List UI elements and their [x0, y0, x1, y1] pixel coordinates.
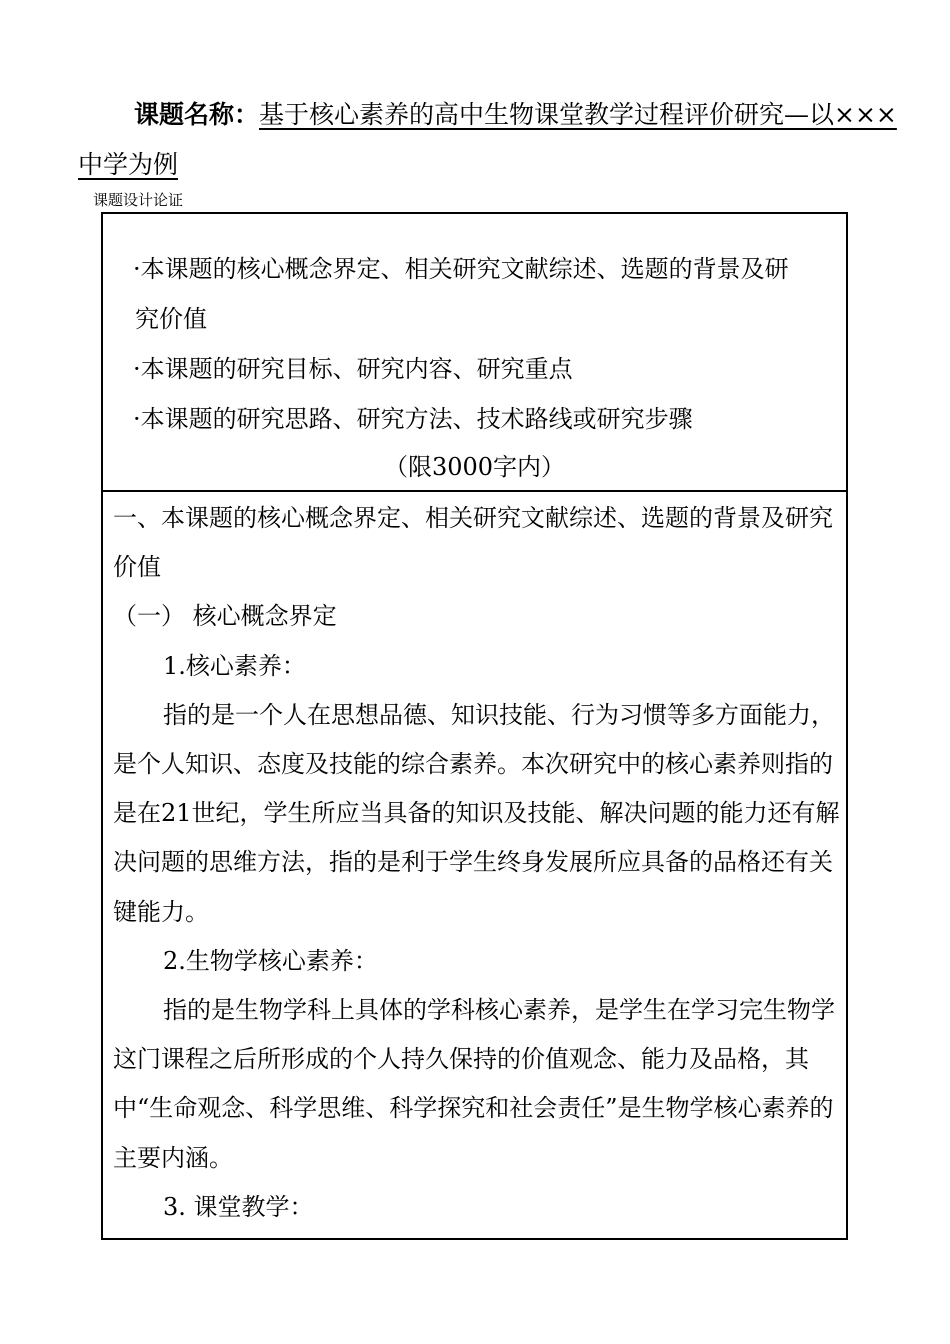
content-cell — [113, 494, 841, 1232]
item-1-title: 1.核心素养： — [163, 651, 306, 680]
item-2-body: 指的是生物学科上具体的学科核心素养，是学生在学习完生物学这门课程之后所形成的个人持久保持的价值观念、能力及品格，其中“生命观念、科学思维、科学探究和社会责任”是生物学核心素养的主要内涵。 — [113, 996, 835, 1172]
prompt-line-1-cont: 究价值 — [135, 305, 207, 333]
prompt-line-1: ·本课题的核心概念界定、相关研究文献综述、选题的背景及研 — [133, 255, 789, 283]
item-1-body: 指的是一个人在思想品德、知识技能、行为习惯等多方面能力，是个人知识、态度及技能的综合素养。本次研究中的核心素养则指的是在21世纪，学生所应当具备的知识及技能、解决问题的能力还有解决问题的思维方法，指的是利于学生终身发展所应具备的品格还有关键能力。 — [113, 700, 840, 926]
item-3-title: 3. 课堂教学： — [163, 1192, 314, 1221]
project-title — [78, 90, 898, 190]
prompt-line-3: ·本课题的研究思路、研究方法、技术路线或研究步骤 — [133, 405, 693, 433]
item-2-title: 2.生物学核心素养： — [163, 946, 378, 975]
section-label: 课题设计论证 — [93, 191, 184, 209]
prompt-line-2: ·本课题的研究目标、研究内容、研究重点 — [133, 355, 573, 383]
subsection-heading: （一） 核心概念界定 — [113, 602, 337, 631]
project-title-label: 课题名称： — [134, 100, 260, 129]
project-title-value: 基于核心素养的高中生物课堂教学过程评价研究—以×××中学为例 — [78, 100, 897, 179]
section-heading: 一、本课题的核心概念界定、相关研究文献综述、选题的背景及研究价值 — [113, 504, 833, 582]
word-limit: （限3000字内） — [383, 453, 566, 481]
prompt-cell — [103, 214, 846, 492]
design-argument-table — [101, 212, 848, 1240]
